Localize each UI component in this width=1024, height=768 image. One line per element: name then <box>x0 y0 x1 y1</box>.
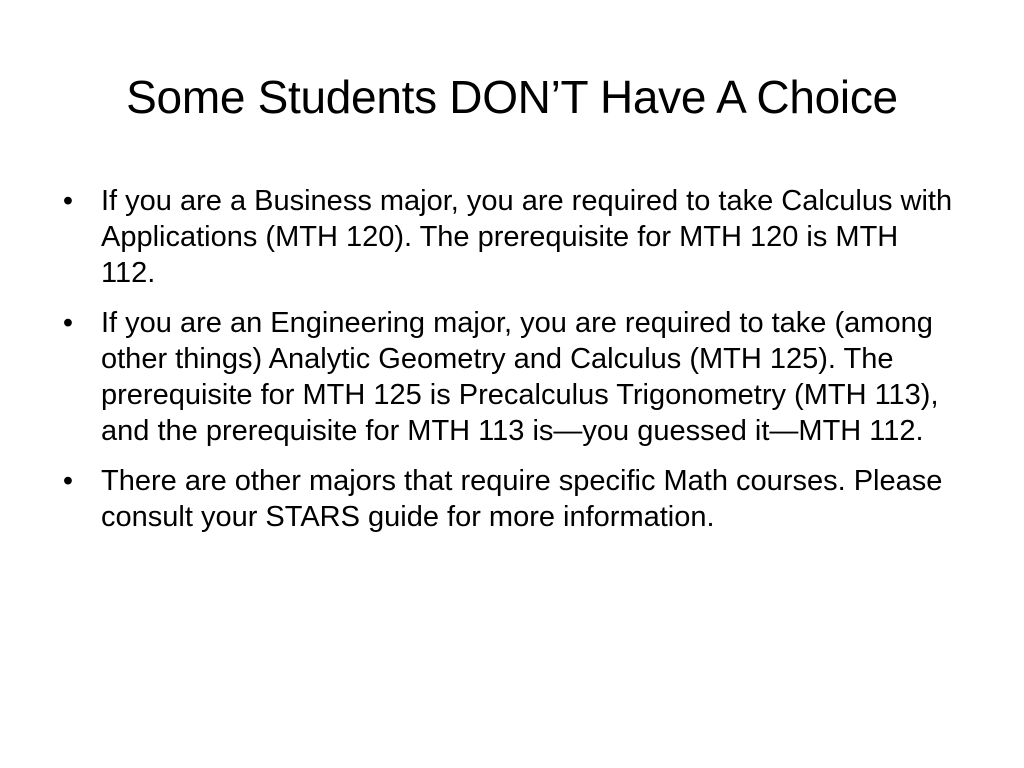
bullet-dot-icon: • <box>62 185 74 217</box>
bullet-text: If you are an Engineering major, you are required to take (among other things) Analytic Geometry and Calculus (MTH 125). The prerequisite for MTH 125 is Precalculus Trigonometry (MTH 113), and the prerequisite for MTH 113 is—you guessed it—MTH 112. <box>101 307 939 447</box>
bullet-dot-icon: • <box>62 307 74 339</box>
slide-title: Some Students DON’T Have A Choice <box>126 71 898 123</box>
bullet-list <box>58 183 958 549</box>
bullet-dot-icon: • <box>62 465 74 497</box>
bullet-item <box>58 463 958 535</box>
bullet-item <box>58 183 958 291</box>
bullet-text: If you are a Business major, you are required to take Calculus with Applications (MTH 120). The prerequisite for MTH 120 is MTH 112. <box>101 185 953 289</box>
bullet-item <box>58 305 958 449</box>
bullet-text: There are other majors that require specific Math courses. Please consult your STARS guide for more information. <box>101 465 943 533</box>
